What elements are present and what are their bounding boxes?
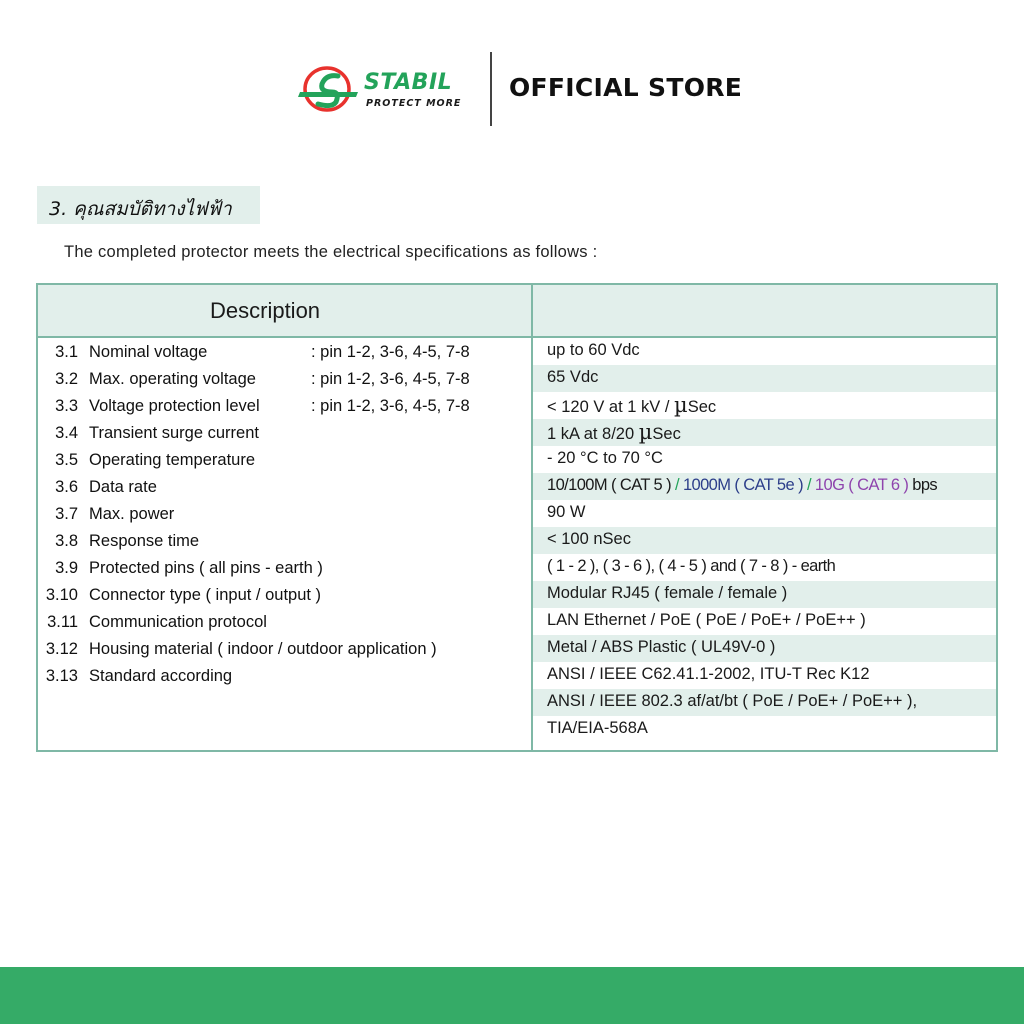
standard-line: TIA/EIA-568A [547,719,648,737]
value-text: < 120 V at 1 kV / [547,398,675,416]
row-number: 3.13 [45,667,78,685]
table-header-row [38,285,996,338]
table-row-continuation [38,689,996,716]
header-divider [490,52,492,126]
micro-symbol: µ [638,420,653,444]
row-value: ( 1 - 2 ), ( 3 - 6 ), ( 4 - 5 ) and ( 7 - 8 ) - earth [547,557,836,575]
row-label: Housing material ( indoor / outdoor application ) [89,640,437,658]
value-unit: Sec [652,425,681,443]
rate-cat5e: 1000M ( CAT 5e ) [682,476,803,494]
table-row [38,527,996,554]
row-number: 3.6 [55,478,78,496]
row-number: 3.2 [55,370,78,388]
table-row [38,608,996,635]
standard-line: ANSI / IEEE 802.3 af/at/bt ( PoE / PoE+ / PoE++ ), [547,692,918,710]
row-value: 65 Vdc [547,368,599,386]
row-pins: : pin 1-2, 3-6, 4-5, 7-8 [311,397,470,415]
table-row [38,662,996,689]
table-row [38,392,996,419]
row-number: 3.9 [55,559,78,577]
intro-text: The completed protector meets the electrical specifications as follows : [64,243,598,261]
row-pins: : pin 1-2, 3-6, 4-5, 7-8 [311,370,470,388]
row-number: 3.5 [55,451,78,469]
rate-cat6: 10G ( CAT 6 ) [814,476,909,494]
row-number: 3.3 [55,397,78,415]
row-label: Nominal voltage [89,343,208,361]
value-text: 1 kA at 8/20 [547,425,639,443]
official-store-label: OFFICIAL STORE [509,73,743,102]
row-number: 3.10 [45,586,78,604]
row-label: Data rate [89,478,157,496]
table-row [38,635,996,662]
table-row [38,554,996,581]
row-value: Metal / ABS Plastic ( UL49V-0 ) [547,638,776,656]
table-row [38,581,996,608]
micro-symbol: µ [674,393,688,417]
row-label: Response time [89,532,200,550]
table-row [38,446,996,473]
row-value: < 100 nSec [547,530,631,548]
row-value: up to 60 Vdc [547,341,640,359]
section-title: 3. คุณสมบัติทางไฟฟ้า [37,186,260,224]
rate-unit: bps [908,476,938,494]
footer-bar [0,967,1024,1024]
value-unit: Sec [687,398,717,416]
rate-separator: / [802,476,815,494]
row-value: LAN Ethernet / PoE ( PoE / PoE+ / PoE++ ) [547,611,866,629]
table-row [38,419,996,446]
row-label: Protected pins ( all pins - earth ) [89,559,323,577]
row-value [547,393,716,417]
brand-name: STABIL [364,70,453,95]
stabil-logo-icon [298,62,368,116]
row-number: 3.7 [55,505,78,523]
row-label: Voltage protection level [89,397,260,415]
brand-tagline: PROTECT MORE [366,98,462,109]
row-shade [533,365,996,392]
row-number: 3.4 [55,424,78,442]
spec-table [36,283,998,752]
row-value [547,420,681,444]
row-label: Communication protocol [89,613,267,631]
rate-cat5: 10/100M ( CAT 5 ) [547,476,671,494]
column-divider [531,285,533,750]
row-label: Transient surge current [89,424,259,442]
row-number: 3.12 [45,640,78,658]
row-number: 3.8 [55,532,78,550]
table-row [38,365,996,392]
row-label: Max. power [89,505,175,523]
row-number: 3.1 [55,343,78,361]
row-label: Connector type ( input / output ) [89,586,322,604]
table-row [38,500,996,527]
row-value: 90 W [547,503,586,521]
row-value: - 20 °C to 70 °C [547,449,663,467]
row-label: Max. operating voltage [89,370,256,388]
standard-line: ANSI / IEEE C62.41.1-2002, ITU-T Rec K12 [547,665,870,683]
table-row [38,473,996,500]
row-label: Standard according [89,667,233,685]
row-number: 3.11 [47,613,78,631]
row-value: Modular RJ45 ( female / female ) [547,584,788,602]
table-row [38,338,996,365]
row-value [547,476,937,495]
brand-logo [298,62,478,116]
row-pins: : pin 1-2, 3-6, 4-5, 7-8 [311,343,470,361]
row-label: Operating temperature [89,451,256,469]
rate-separator: / [671,476,683,494]
header-description: Description [210,298,321,323]
table-row-continuation [38,716,996,743]
store-header [0,48,1024,128]
